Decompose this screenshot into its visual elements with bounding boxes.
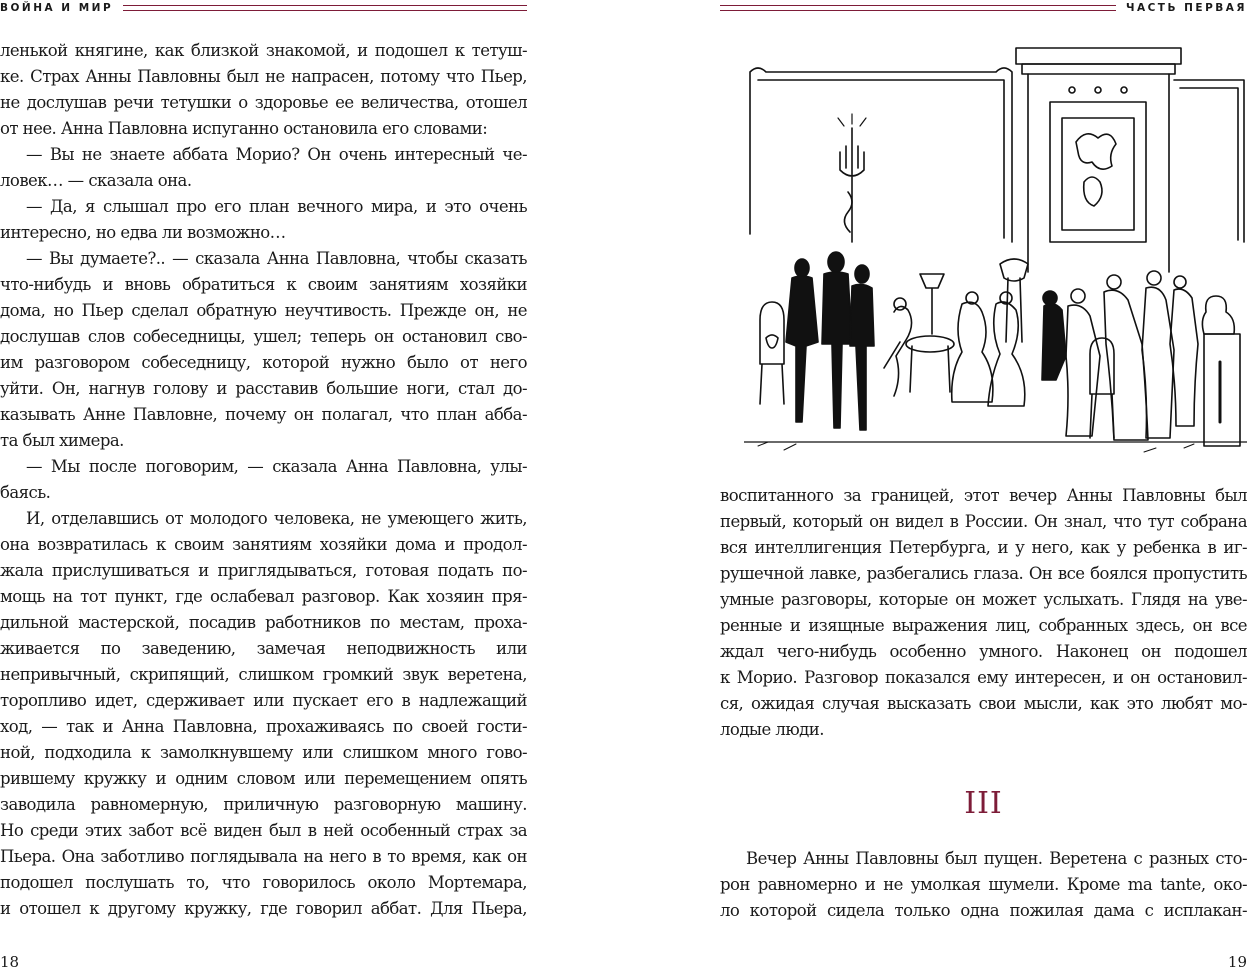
text-line: и отошел к другому кружку, где говорил аббат. Для Пьера, (0, 899, 527, 918)
text-line: мощь на тот пункт, где ослабевал разговор. Как хозяин пря- (0, 587, 527, 606)
text-line: ленькой княгине, как близкой знакомой, и подошел к тетуш- (0, 41, 527, 60)
text-line: лодые люди. (720, 720, 824, 739)
text-line: — Да, я слышал про его план вечного мира, и это очень (26, 197, 527, 216)
text-line: И, отделавшись от молодого человека, не умеющего жить, (26, 509, 527, 528)
page-number-right: 19 (1227, 953, 1247, 971)
page-number-left: 18 (0, 953, 20, 971)
text-line: она возвратилась к своим занятиям хозяйки дома и продол- (0, 535, 527, 554)
text-line: подошел послушать то, что говорилось около Мортемара, (0, 873, 527, 892)
text-line: живается по заведению, замечая неподвижность или (0, 639, 527, 658)
text-line: жала прислушиваться и приглядываться, готовая подать по- (0, 561, 527, 580)
text-line: Вечер Анны Павловны был пущен. Веретена с разных сто- (746, 849, 1247, 868)
header-rule (720, 5, 1116, 11)
text-line: уйти. Он, нагнув голову и расставив большие ноги, стал до- (0, 379, 527, 398)
text-line: интересно, но едва ли возможно… (0, 223, 286, 242)
book-title: ВОЙНА И МИР (0, 2, 114, 14)
text-line: дома, но Пьер сделал обратную неучтивость. Прежде он, не (0, 301, 527, 320)
text-line: дильной мастерской, посадив работников по местам, проха- (0, 613, 527, 632)
text-line: рон равномерно и не умолкая шумели. Кроме ma tante, око- (720, 875, 1247, 894)
text-line: — Вы думаете?.. — сказала Анна Павловна, чтобы сказать (26, 249, 527, 268)
text-line: — Мы после поговорим, — сказала Анна Павловна, улы- (26, 457, 527, 476)
right-page (720, 0, 1247, 970)
text-line: ход, — так и Анна Павловна, прохаживаясь по своей гости- (0, 717, 527, 736)
text-line: ловек… — сказала она. (0, 171, 192, 190)
left-body-text (0, 38, 527, 922)
text-line: не дослушав речи тетушки о здоровье ее величества, отошел (0, 93, 527, 112)
text-line: что-нибудь и вновь обратиться к своим занятиям хозяйки (0, 275, 527, 294)
text-line: ся, ожидая случая высказать свои мысли, как это любят мо- (720, 694, 1247, 713)
text-line: рившему кружку и одним словом или перемещением опять (0, 769, 527, 788)
salon-illustration (744, 42, 1247, 472)
part-title: ЧАСТЬ ПЕРВАЯ (1125, 2, 1247, 14)
text-line: торопливо идет, сдерживает или пускает его в надлежащий (0, 691, 527, 710)
text-line: — Вы не знаете аббата Морио? Он очень интересный че- (26, 145, 527, 164)
right-body-text-before (720, 483, 1247, 743)
text-line: им разговором собеседницу, которой нужно было от него (0, 353, 527, 372)
text-line: казывать Анне Павловне, почему он полагал, что план абба- (0, 405, 527, 424)
left-page (0, 0, 527, 970)
text-line: ренные и изящные выражения лиц, собранных здесь, он все (720, 616, 1247, 635)
text-line: ждал чего-нибудь особенно умного. Наконец он подошел (720, 642, 1247, 661)
text-line: ло которой сидела только одна пожилая дама с исплакан- (720, 901, 1247, 920)
text-line: та был химера. (0, 431, 124, 450)
text-line: воспитанного за границей, этот вечер Анны Павловны был (720, 486, 1247, 505)
text-line: Но среди этих забот всё виден был в ней особенный страх за (0, 821, 527, 840)
header-rule (123, 5, 527, 11)
text-line: рушечной лавке, разбегались глаза. Он все боялся пропустить (720, 564, 1247, 583)
text-line: первый, который он видел в России. Он знал, что тут собрана (720, 512, 1247, 531)
chapter-heading: III (964, 786, 1003, 821)
text-line: ной, подходила к замолкнувшему или слишком много гово- (0, 743, 527, 762)
right-body-text-after (720, 846, 1247, 924)
text-line: баясь. (0, 483, 51, 502)
text-line: дослушав слов собеседницы, ушел; теперь он остановил сво- (0, 327, 527, 346)
text-line: заводила равномерную, приличную разговорную машину. (0, 795, 527, 814)
text-line: ке. Страх Анны Павловны был не напрасен, потому что Пьер, (0, 67, 527, 86)
text-line: к Морио. Разговор показался ему интересен, и он остановил- (720, 668, 1247, 687)
running-head-right (720, 0, 1247, 16)
text-line: умные разговоры, которые он может услыхать. Глядя на уве- (720, 590, 1247, 609)
text-line: вся интеллигенция Петербурга, и у него, как у ребенка в иг- (720, 538, 1247, 557)
text-line: от нее. Анна Павловна испуганно остановила его словами: (0, 119, 488, 138)
text-line: непривычный, скрипящий, слишком громкий звук веретена, (0, 665, 527, 684)
text-line: Пьера. Она заботливо поглядывала на него в то время, как он (0, 847, 527, 866)
running-head-left (0, 0, 527, 16)
